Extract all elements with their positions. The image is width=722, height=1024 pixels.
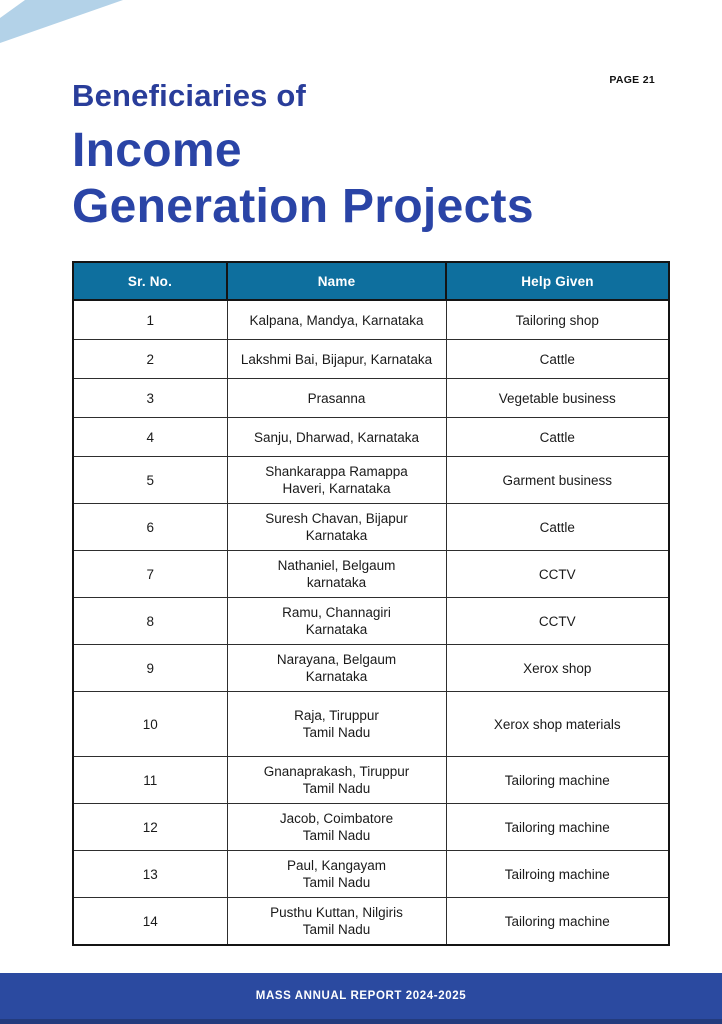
cell-help-given: Tailoring machine bbox=[446, 757, 669, 804]
cell-name: Prasanna bbox=[227, 379, 446, 418]
header-name: Name bbox=[227, 262, 446, 300]
cell-sr-no: 9 bbox=[73, 645, 227, 692]
beneficiary-table bbox=[72, 261, 670, 946]
table-row bbox=[73, 340, 669, 379]
table-row bbox=[73, 457, 669, 504]
table-row bbox=[73, 504, 669, 551]
table-row bbox=[73, 898, 669, 946]
cell-sr-no: 14 bbox=[73, 898, 227, 946]
cell-name: Jacob, Coimbatore Tamil Nadu bbox=[227, 804, 446, 851]
corner-band-decoration bbox=[0, 0, 240, 60]
cell-sr-no: 7 bbox=[73, 551, 227, 598]
cell-help-given: Tailroing machine bbox=[446, 851, 669, 898]
table-row bbox=[73, 645, 669, 692]
title-block bbox=[72, 78, 672, 235]
footer-bottom-strip bbox=[0, 1019, 722, 1024]
cell-name: Gnanaprakash, Tiruppur Tamil Nadu bbox=[227, 757, 446, 804]
cell-sr-no: 6 bbox=[73, 504, 227, 551]
cell-sr-no: 10 bbox=[73, 692, 227, 757]
cell-name: Ramu, Channagiri Karnataka bbox=[227, 598, 446, 645]
table-row bbox=[73, 598, 669, 645]
cell-sr-no: 13 bbox=[73, 851, 227, 898]
cell-help-given: CCTV bbox=[446, 598, 669, 645]
title-kicker: Beneficiaries of bbox=[72, 78, 307, 113]
cell-name: Kalpana, Mandya, Karnataka bbox=[227, 300, 446, 340]
cell-name: Suresh Chavan, Bijapur Karnataka bbox=[227, 504, 446, 551]
cell-name: Narayana, Belgaum Karnataka bbox=[227, 645, 446, 692]
cell-sr-no: 4 bbox=[73, 418, 227, 457]
cell-sr-no: 2 bbox=[73, 340, 227, 379]
table-row bbox=[73, 692, 669, 757]
table-row bbox=[73, 757, 669, 804]
cell-help-given: Cattle bbox=[446, 418, 669, 457]
cell-help-given: Garment business bbox=[446, 457, 669, 504]
cell-name: Paul, Kangayam Tamil Nadu bbox=[227, 851, 446, 898]
footer-bar bbox=[0, 973, 722, 1024]
cell-sr-no: 5 bbox=[73, 457, 227, 504]
table-row bbox=[73, 804, 669, 851]
cell-help-given: Tailoring shop bbox=[446, 300, 669, 340]
cell-help-given: Tailoring machine bbox=[446, 804, 669, 851]
cell-help-given: Xerox shop materials bbox=[446, 692, 669, 757]
cell-name: Nathaniel, Belgaum karnataka bbox=[227, 551, 446, 598]
table-row bbox=[73, 379, 669, 418]
cell-help-given: Cattle bbox=[446, 504, 669, 551]
table-row bbox=[73, 418, 669, 457]
cell-help-given: Xerox shop bbox=[446, 645, 669, 692]
cell-name: Shankarappa Ramappa Haveri, Karnataka bbox=[227, 457, 446, 504]
table-row bbox=[73, 551, 669, 598]
beneficiary-table-body bbox=[73, 300, 669, 945]
cell-sr-no: 12 bbox=[73, 804, 227, 851]
cell-name: Pusthu Kuttan, Nilgiris Tamil Nadu bbox=[227, 898, 446, 946]
page-title-line-2: Generation Projects bbox=[72, 180, 534, 233]
cell-name: Lakshmi Bai, Bijapur, Karnataka bbox=[227, 340, 446, 379]
table-row bbox=[73, 851, 669, 898]
table-header-row bbox=[73, 262, 669, 300]
header-help-given: Help Given bbox=[446, 262, 669, 300]
cell-sr-no: 11 bbox=[73, 757, 227, 804]
page-title bbox=[72, 123, 672, 235]
cell-sr-no: 3 bbox=[73, 379, 227, 418]
header-sr-no: Sr. No. bbox=[73, 262, 227, 300]
footer-text: MASS ANNUAL REPORT 2024-2025 bbox=[255, 989, 467, 1002]
cell-name: Sanju, Dharwad, Karnataka bbox=[227, 418, 446, 457]
cell-help-given: Vegetable business bbox=[446, 379, 669, 418]
cell-sr-no: 1 bbox=[73, 300, 227, 340]
page-number-label: PAGE 21 bbox=[609, 74, 655, 86]
page-title-line-1: Income bbox=[72, 124, 242, 177]
cell-name: Raja, Tiruppur Tamil Nadu bbox=[227, 692, 446, 757]
beneficiary-table-header bbox=[73, 262, 669, 300]
cell-help-given: CCTV bbox=[446, 551, 669, 598]
cell-sr-no: 8 bbox=[73, 598, 227, 645]
cell-help-given: Tailoring machine bbox=[446, 898, 669, 946]
cell-help-given: Cattle bbox=[446, 340, 669, 379]
table-row bbox=[73, 300, 669, 340]
